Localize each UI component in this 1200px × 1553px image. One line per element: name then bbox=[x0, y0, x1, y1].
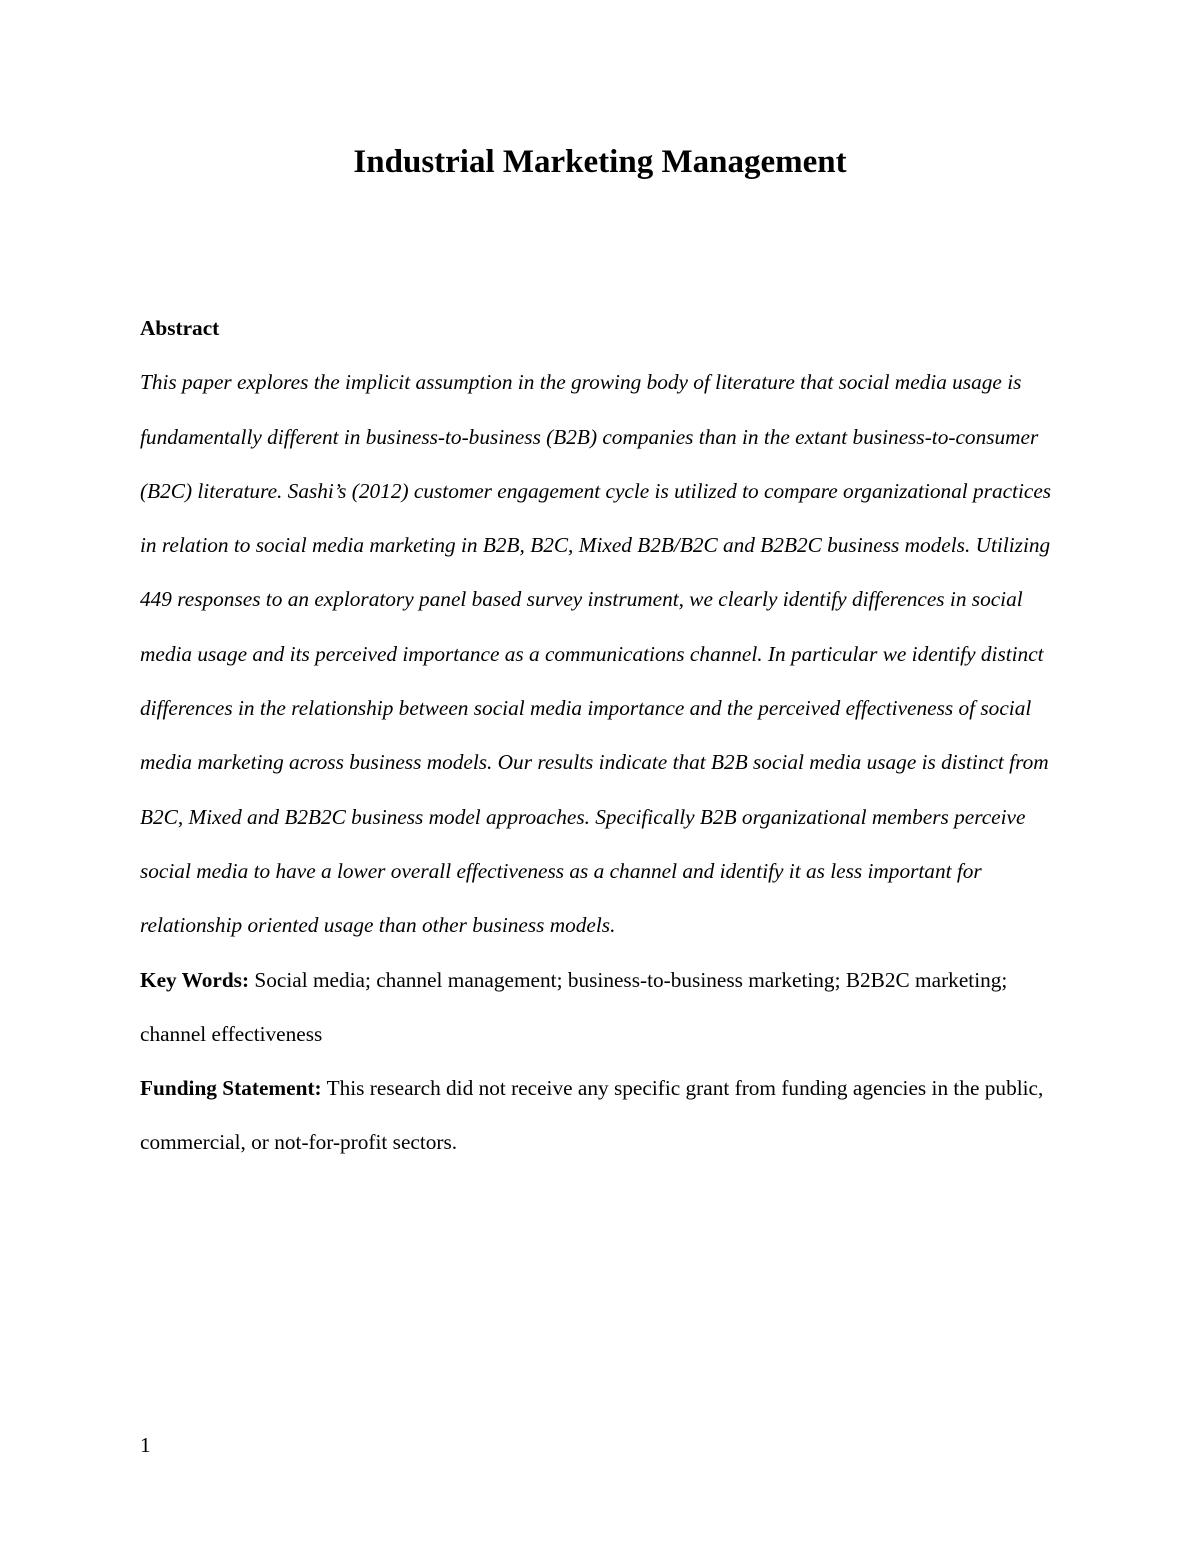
abstract-section bbox=[140, 301, 1060, 1170]
abstract-text: This paper explores the implicit assumption in the growing body of literature that social media usage is fundamentally different in business-to-business (B2B) companies than in the extant business-to-consumer (B2C) literature. Sashi’s (2012) customer engagement cycle is utilized to compare organizational practices in relation to social media marketing in B2B, B2C, Mixed B2B/B2C and B2B2C business models. Utilizing 449 responses to an exploratory panel based survey instrument, we clearly identify differences in social media usage and its perceived importance as a communications channel. In particular we identify distinct differences in the relationship between social media importance and the perceived effectiveness of social media marketing across business models. Our results indicate that B2B social media usage is distinct from B2C, Mixed and B2B2C business model approaches. Specifically B2B organizational members perceive social media to have a lower overall effectiveness as a channel and identify it as less important for relationship oriented usage than other business models. bbox=[140, 370, 1052, 938]
keywords-label: Key Words: bbox=[140, 967, 250, 992]
funding-paragraph bbox=[140, 1061, 1060, 1170]
keywords-text: Social media; channel management; business-to-business marketing; B2B2C marketing; channel effectiveness bbox=[140, 967, 1008, 1046]
abstract-heading: Abstract bbox=[140, 316, 220, 340]
keywords-paragraph bbox=[140, 953, 1060, 1062]
funding-text: This research did not receive any specific grant from funding agencies in the public, commercial, or not-for-profit sectors. bbox=[140, 1076, 1044, 1155]
paper-title: Industrial Marketing Management bbox=[353, 144, 847, 180]
funding-label: Funding Statement: bbox=[140, 1076, 322, 1101]
page-number: 1 bbox=[140, 1433, 151, 1457]
